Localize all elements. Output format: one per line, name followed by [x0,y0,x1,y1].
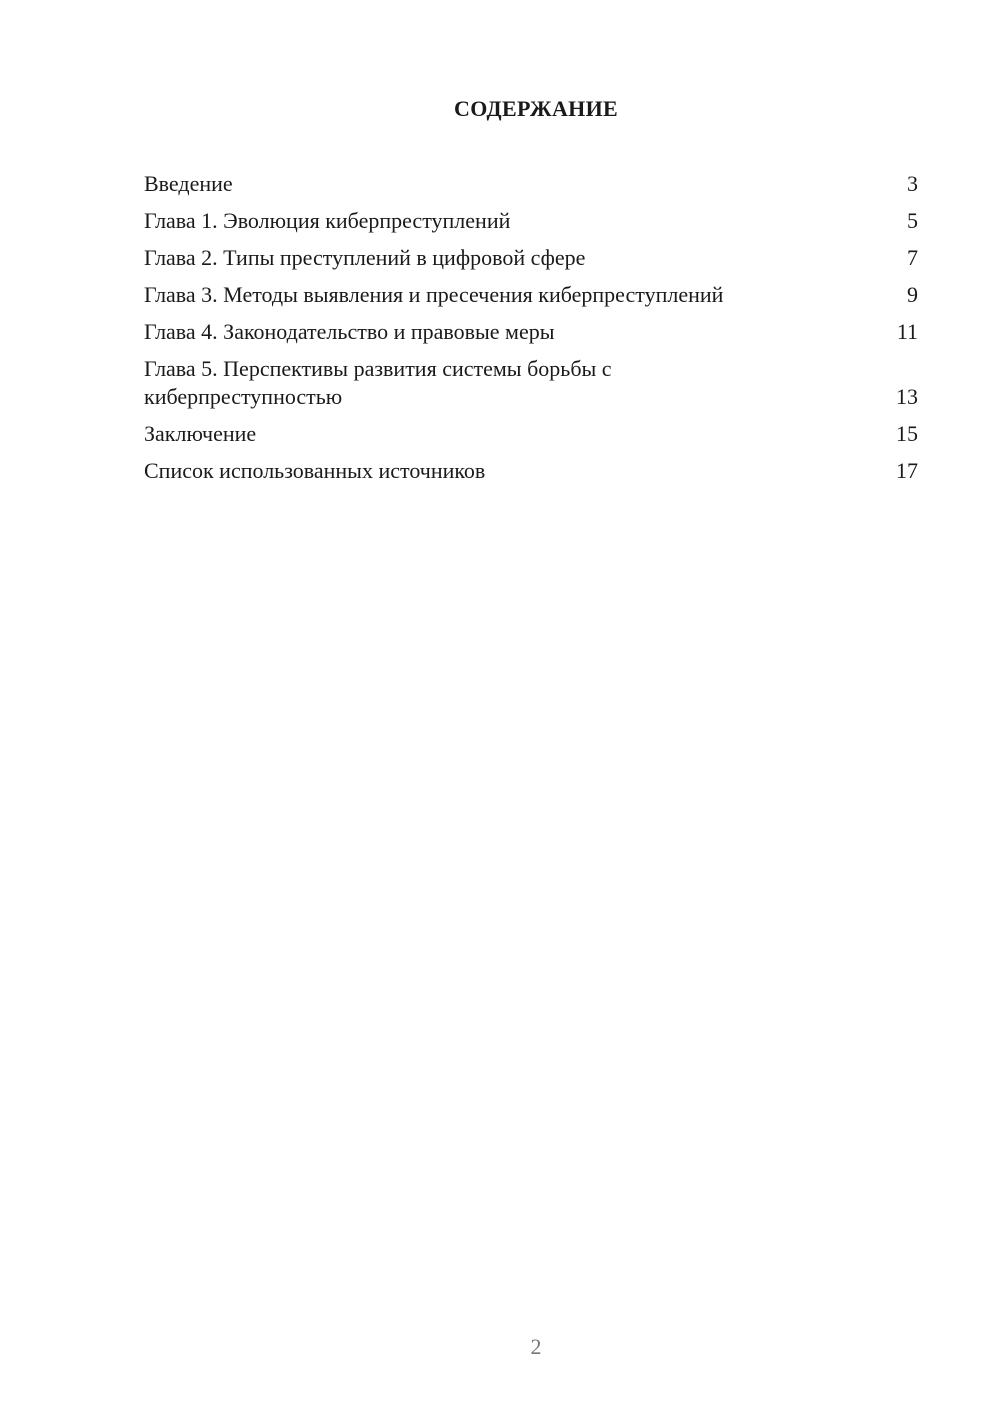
table-of-contents [144,170,918,494]
toc-entry-page: 15 [896,421,918,446]
toc-entry-page: 3 [907,171,918,196]
toc-entry-label: Список использованных источников [144,458,486,483]
toc-entry-page: 13 [896,384,918,409]
toc-entry-label: Глава 1. Эволюция киберпреступлений [144,208,511,233]
toc-entry-page: 7 [907,245,918,270]
toc-entry[interactable] [144,170,918,198]
toc-entry-page: 9 [907,282,918,307]
toc-entry[interactable] [144,457,918,485]
toc-entry[interactable] [144,355,918,411]
toc-entry[interactable] [144,318,918,346]
toc-entry-label: Введение [144,171,233,196]
toc-entry-page: 17 [896,458,918,483]
page-number: 2 [530,1334,542,1359]
toc-entry-page: 5 [907,208,918,233]
toc-entry-label: Глава 5. Перспективы развития системы борьбы с киберпреступностью [144,356,612,409]
toc-entry-label: Глава 3. Методы выявления и пресечения киберпреступлений [144,282,724,307]
toc-entry[interactable] [144,420,918,448]
toc-entry[interactable] [144,244,918,272]
toc-entry[interactable] [144,207,918,235]
toc-entry-label: Глава 2. Типы преступлений в цифровой сфере [144,245,586,270]
toc-entry-label: Заключение [144,421,257,446]
toc-entry-page: 11 [896,319,918,344]
toc-title: СОДЕРЖАНИЕ [454,96,618,121]
toc-entry-label: Глава 4. Законодательство и правовые меры [144,319,555,344]
toc-entry[interactable] [144,281,918,309]
